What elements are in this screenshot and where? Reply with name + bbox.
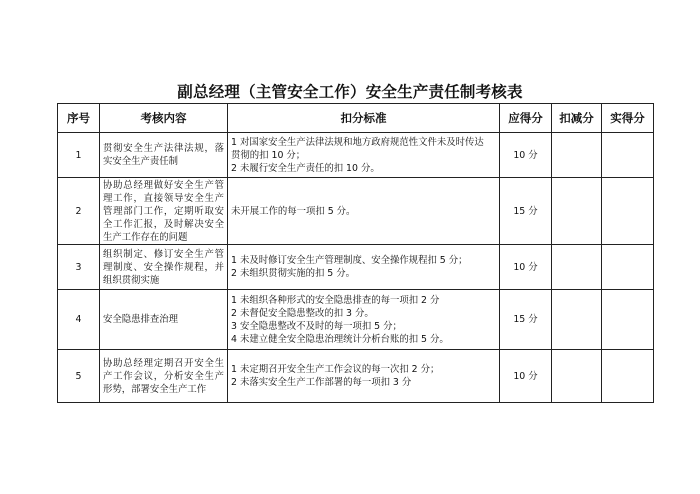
row-number: 1 bbox=[58, 133, 100, 178]
assessment-content: 协助总经理做好安全生产管理工作，直接领导安全生产管理部门工作，定期听取安全工作汇报，及时解决安全生产工作存在的问题 bbox=[100, 178, 228, 245]
deduction-standard bbox=[228, 290, 500, 350]
standard-line: 2 未落实安全生产工作部署的每一项扣 3 分 bbox=[231, 377, 412, 388]
header-content: 考核内容 bbox=[100, 104, 228, 133]
standard-line: 1 未及时修订安全生产管理制度、安全操作规程扣 5 分； bbox=[231, 255, 468, 266]
deduction-standard bbox=[228, 178, 500, 245]
table-row bbox=[58, 178, 654, 245]
assessment-content: 组织制定、修订安全生产管理制度、安全操作规程，并组织贯彻实施 bbox=[100, 245, 228, 290]
row-number: 2 bbox=[58, 178, 100, 245]
target-score: 15 分 bbox=[500, 290, 552, 350]
actual-score-cell[interactable] bbox=[602, 290, 654, 350]
target-score: 10 分 bbox=[500, 133, 552, 178]
standard-line: 1 未定期召开安全生产工作会议的每一次扣 2 分； bbox=[231, 364, 440, 375]
standard-line: 未开展工作的每一项扣 5 分。 bbox=[231, 205, 356, 217]
assessment-table bbox=[57, 103, 654, 403]
deducted-score-cell[interactable] bbox=[552, 290, 602, 350]
assessment-content: 贯彻安全生产法律法规，落实安全生产责任制 bbox=[100, 133, 228, 178]
standard-line: 4 未建立健全安全隐患治理统计分析台账的扣 5 分。 bbox=[231, 333, 449, 345]
standard-line: 2 未组织贯彻实施的扣 5 分。 bbox=[231, 268, 355, 279]
header-no: 序号 bbox=[58, 104, 100, 133]
standard-line: 3 安全隐患整改不及时的每一项扣 5 分； bbox=[231, 320, 402, 332]
header-score: 应得分 bbox=[500, 104, 552, 133]
deduction-standard bbox=[228, 133, 500, 178]
actual-score-cell[interactable] bbox=[602, 245, 654, 290]
header-actual: 实得分 bbox=[602, 104, 654, 133]
row-number: 5 bbox=[58, 350, 100, 403]
target-score: 10 分 bbox=[500, 350, 552, 403]
row-number: 4 bbox=[58, 290, 100, 350]
deduction-standard bbox=[228, 350, 500, 403]
standard-line: 2 未履行安全生产责任的扣 10 分。 bbox=[231, 162, 380, 174]
document-title: 副总经理（主管安全工作）安全生产责任制考核表 bbox=[177, 83, 523, 101]
deduction-standard bbox=[228, 245, 500, 290]
table-row bbox=[58, 133, 654, 178]
row-number: 3 bbox=[58, 245, 100, 290]
table-row bbox=[58, 245, 654, 290]
deducted-score-cell[interactable] bbox=[552, 245, 602, 290]
table-row bbox=[58, 290, 654, 350]
actual-score-cell[interactable] bbox=[602, 133, 654, 178]
actual-score-cell[interactable] bbox=[602, 178, 654, 245]
deducted-score-cell[interactable] bbox=[552, 133, 602, 178]
standard-line: 1 对国家安全生产法律法规和地方政府规范性文件未及时传达 bbox=[231, 136, 484, 148]
target-score: 10 分 bbox=[500, 245, 552, 290]
standard-line: 2 未督促安全隐患整改的扣 3 分。 bbox=[231, 307, 374, 319]
assessment-content: 安全隐患排查治理 bbox=[100, 290, 228, 350]
deducted-score-cell[interactable] bbox=[552, 350, 602, 403]
table-header-row bbox=[58, 104, 654, 133]
target-score: 15 分 bbox=[500, 178, 552, 245]
standard-line: 贯彻的扣 10 分； bbox=[231, 149, 306, 161]
actual-score-cell[interactable] bbox=[602, 350, 654, 403]
table-row bbox=[58, 350, 654, 403]
standard-line: 1 未组织各种形式的安全隐患排查的每一项扣 2 分 bbox=[231, 294, 440, 306]
deducted-score-cell[interactable] bbox=[552, 178, 602, 245]
assessment-content: 协助总经理定期召开安全生产工作会议，分析安全生产形势，部署安全生产工作 bbox=[100, 350, 228, 403]
header-standard: 扣分标准 bbox=[228, 104, 500, 133]
header-deduct: 扣减分 bbox=[552, 104, 602, 133]
